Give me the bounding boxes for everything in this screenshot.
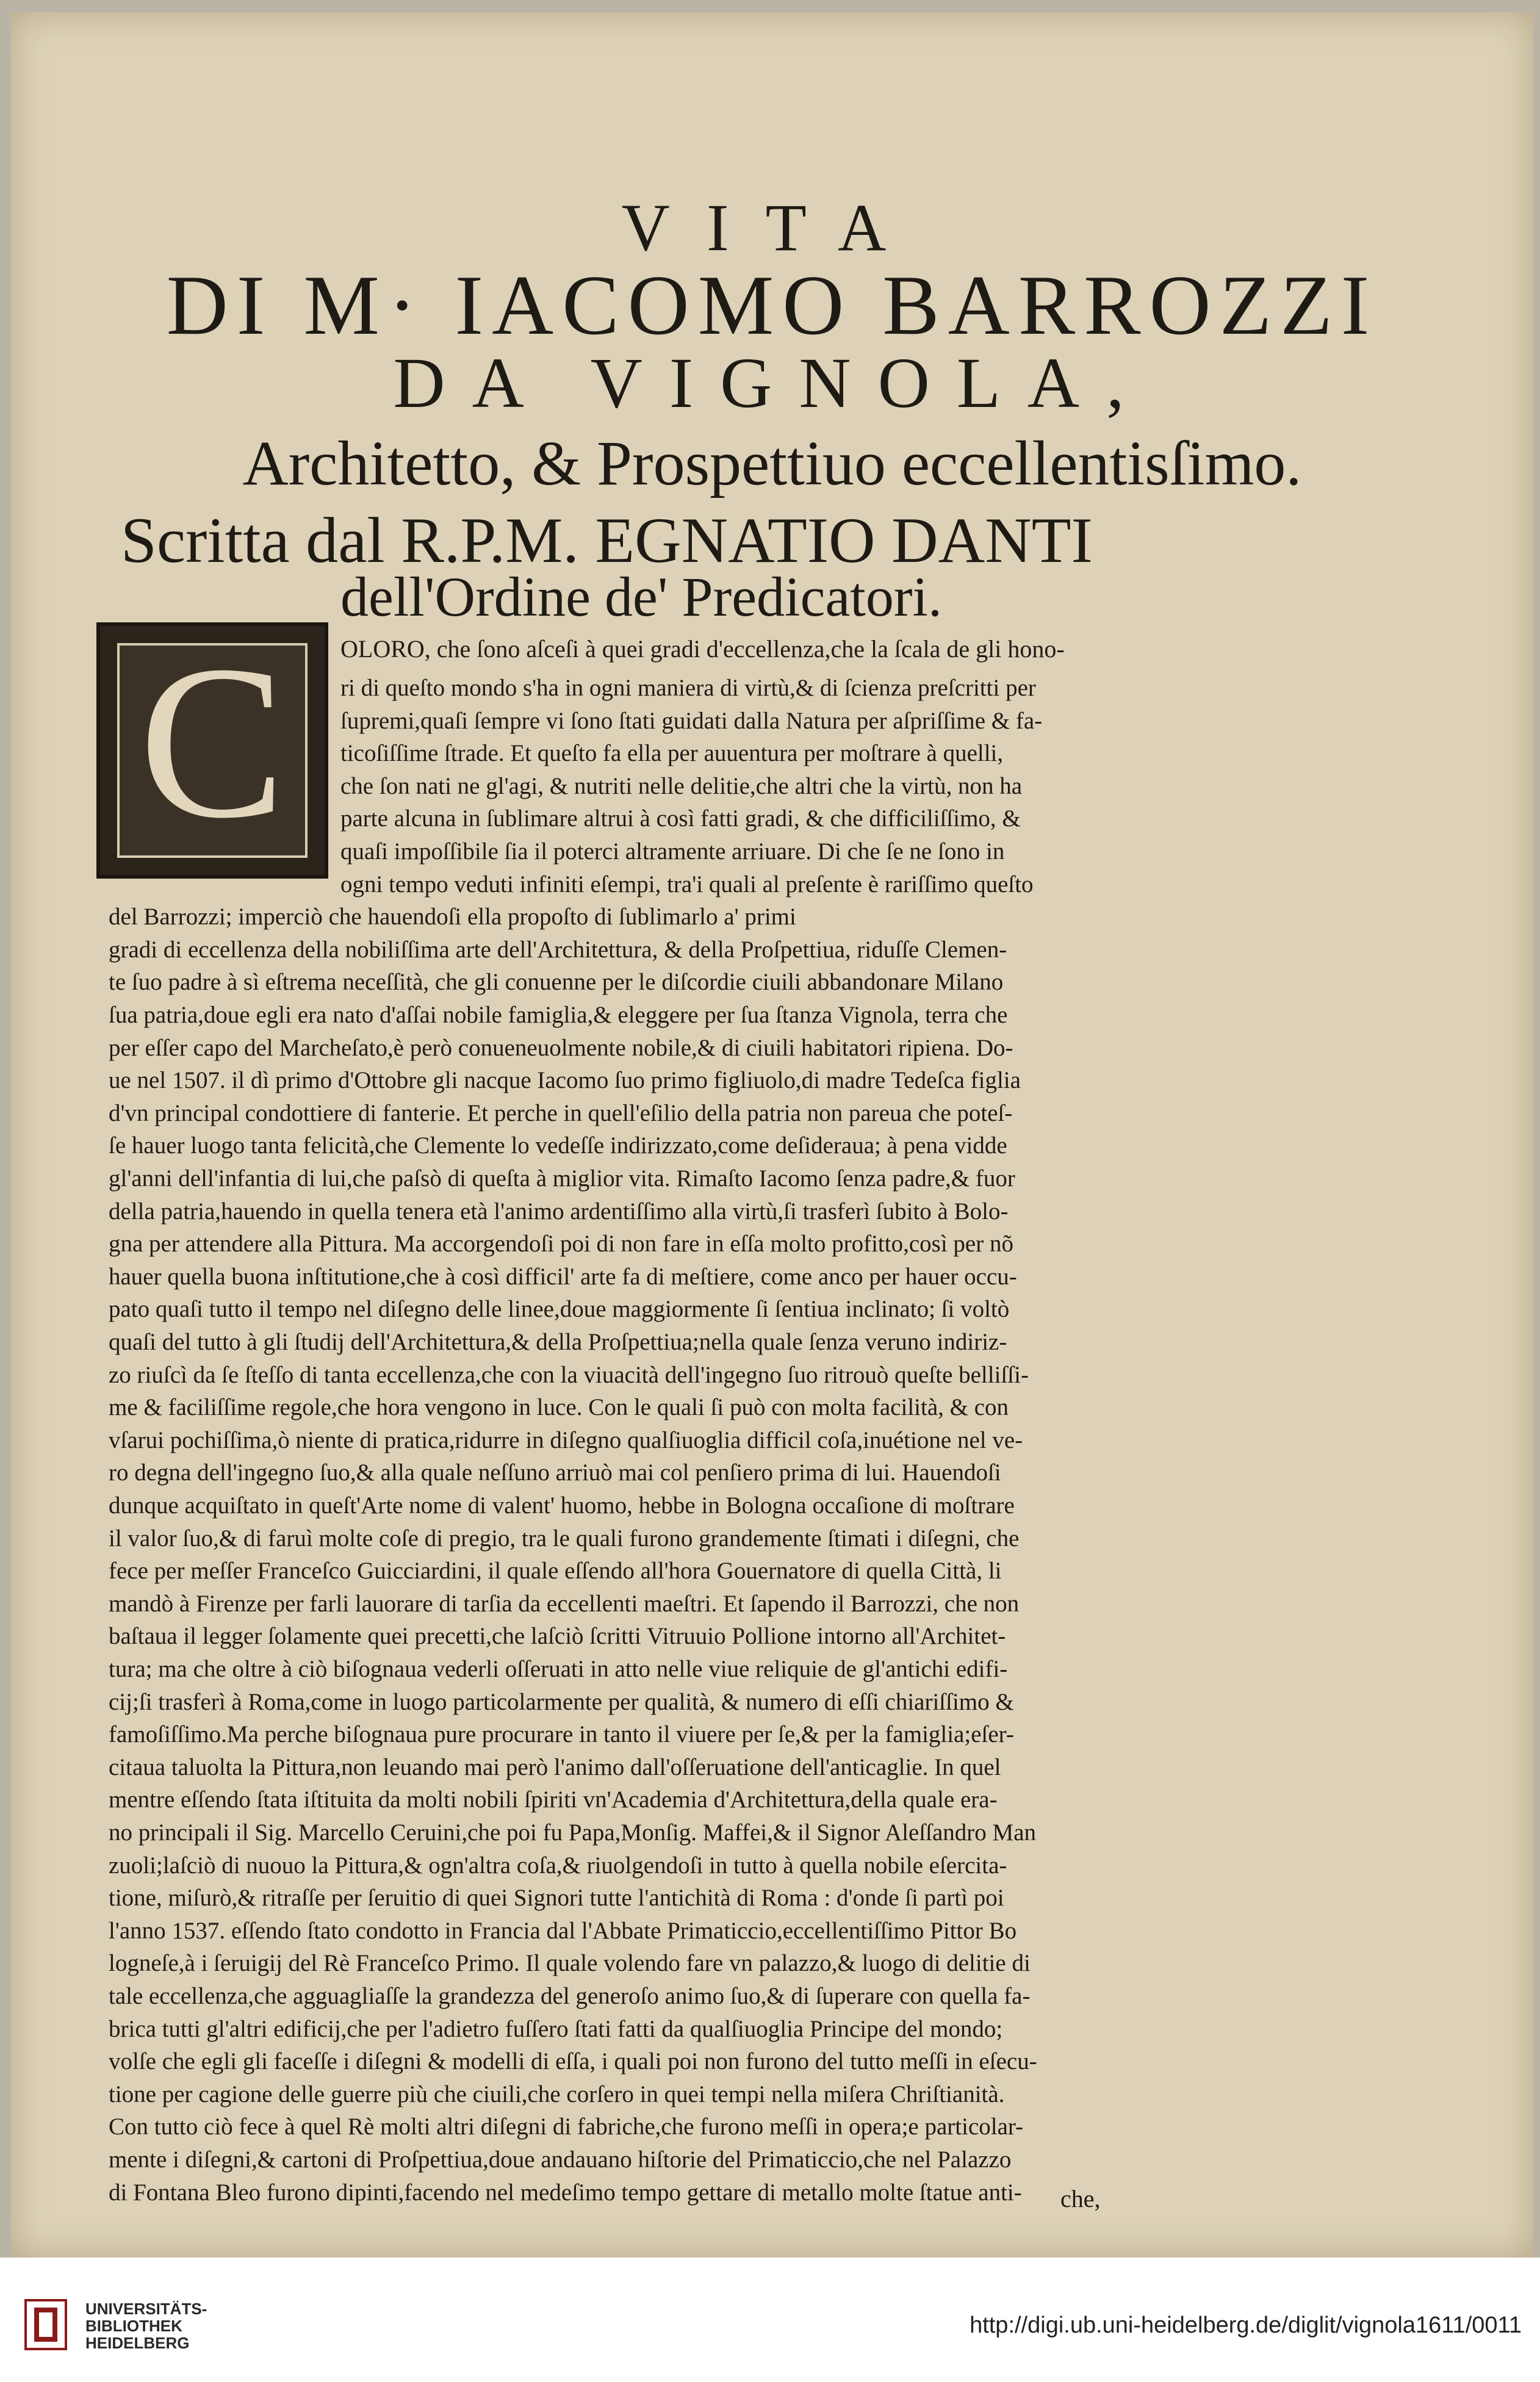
- text-line: quaſi impoſſibile ſia il poterci altramente arriuare. Di che ſe ne ſono in: [340, 838, 1005, 865]
- library-name: [85, 2300, 207, 2351]
- text-line: dunque acquiſtato in queſt'Arte nome di valent' huomo, hebbe in Bologna occaſione di moſtrare: [109, 1492, 1015, 1519]
- text-line: Con tutto ciò fece à quel Rè molti altri diſegni di fabriche,che furono meſſi in opera;e particolar-: [109, 2114, 1024, 2140]
- text-line: cij;ſi trasferì à Roma,come in luogo particolarmente per qualità, & numero di eſſi chiariſſimo &: [109, 1689, 1014, 1715]
- library-line: UNIVERSITÄTS-: [85, 2300, 207, 2318]
- text-line: brica tutti gl'altri edificij,che per l'adietro fuſſero ſtati fatti da qualſiuoglia Principe del mondo;: [109, 2016, 1003, 2042]
- text-line: fece per meſſer Franceſco Guicciardini, il quale eſſendo all'hora Gouernatore di quella Città, li: [109, 1558, 1002, 1584]
- initial-letter: C: [139, 620, 286, 863]
- title-author: Scritta dal R.P.M. EGNATIO DANTI: [121, 505, 1093, 576]
- text-line: ri di queſto mondo s'ha in ogni maniera di virtù,& di ſcienza preſcritti per: [340, 675, 1036, 701]
- text-line: zo riuſcì da ſe ſteſſo di tanta eccellenza,che con la viuacità dell'ingegno ſuo ritrouò queſte belliſſi-: [109, 1362, 1029, 1388]
- catchword: che,: [1060, 2185, 1101, 2212]
- first-text-line: OLORO, che ſono aſceſi à quei gradi d'eccellenza,che la ſcala de gli hono-: [340, 635, 1065, 663]
- text-line: tione, miſurò,& ritraſſe per ſeruitio di quei Signori tutte l'antichità di Roma : d'onde ſi partì poi: [109, 1885, 1004, 1911]
- text-line: il valor ſuo,& di faruì molte coſe di pregio, tra le quali furono grandemente ſtimati i diſegni, che: [109, 1525, 1020, 1552]
- text-line: tione per cagione delle guerre più che ciuili,che corſero in quei tempi nella miſera Chriſtianità.: [109, 2081, 1005, 2107]
- text-line: vſarui pochiſſima,ò niente di pratica,ridurre in diſegno qualſiuoglia difficil coſa,inuétione nel ve-: [109, 1427, 1023, 1453]
- library-line: BIBLIOTHEK: [85, 2317, 182, 2335]
- book-page: [11, 12, 1533, 2258]
- text-line: hauer quella buona inſtitutione,che à così difficil' arte fa di meſtiere, come anco per hauer occu-: [109, 1264, 1017, 1290]
- text-line: parte alcuna in ſublimare altrui à così fatti gradi, & che difficiliſſimo, &: [340, 805, 1021, 832]
- title-order: dell'Ordine de' Predicatori.: [340, 566, 943, 628]
- text-line: famoſiſſimo.Ma perche biſognaua pure procurare in tanto il viuere per ſe,& per la famiglia;eſer-: [109, 1721, 1014, 1747]
- text-line: logneſe,à i ſeruigij del Rè Franceſco Primo. Il quale volendo fare vn palazzo,& luogo di delitie di: [109, 1950, 1031, 1976]
- text-line: mentre eſſendo ſtata iſtituita da molti nobili ſpiriti vn'Academia d'Architettura,della quale era-: [109, 1786, 998, 1813]
- text-line: tura; ma che oltre à ciò biſognaua vederli oſſeruati in atto nelle viue reliquie de gl'antichi edifi-: [109, 1656, 1008, 1682]
- text-line: quaſi del tutto à gli ſtudij dell'Architettura,& della Proſpettiua;nella quale ſenza veruno indiriz-: [109, 1329, 1007, 1355]
- text-line: per eſſer capo del Marcheſato,è però conueneuolmente nobile,& di ciuili habitatori ripiena. Do-: [109, 1035, 1013, 1061]
- text-line: me & faciliſſime regole,che hora vengono in luce. Con le quali ſi può con molta facilità, & con: [109, 1394, 1009, 1420]
- title-place: DA VIGNOLA,: [393, 343, 1151, 423]
- text-line: citaua taluolta la Pittura,non leuando mai però l'animo dall'oſſeruatione dell'anticaglie. In quel: [109, 1754, 1001, 1780]
- text-line: l'anno 1537. eſſendo ſtato condotto in Francia dal l'Abbate Primaticcio,eccellentiſſimo Pittor Bo: [109, 1918, 1017, 1944]
- text-line: ſe hauer luogo tanta felicità,che Clemente lo vedeſſe indirizzato,come deſideraua; à pena vidde: [109, 1132, 1007, 1159]
- text-line: d'vn principal condottiere di fanterie. Et perche in quell'eſilio della patria non pareua che poteſ-: [109, 1100, 1013, 1126]
- text-line: te ſuo padre à sì eſtrema neceſſità, che gli conuenne per le diſcordie ciuili abbandonare Milano: [109, 969, 1004, 995]
- text-line: della patria,hauendo in quella tenera età l'animo ardentiſſimo alla virtù,ſi trasferì ſubito à Bolo-: [109, 1198, 1009, 1225]
- text-line: ſupremi,quaſi ſempre vi ſono ſtati guidati dalla Natura per aſpriſſime & fa-: [340, 708, 1043, 734]
- text-line: del Barrozzi; imperciò che hauendoſi ella propoſto di ſublimarlo a' primi: [109, 904, 796, 930]
- text-line: baſtaua il legger ſolamente quei precetti,che laſciò ſcritti Vitruuio Pollione intorno all'Architet-: [109, 1623, 1006, 1649]
- title-vita: VITA: [621, 190, 923, 265]
- text-line: pato quaſi tutto il tempo nel diſegno delle linee,doue maggiormente ſi ſentiua inclinato; ſi voltò: [109, 1296, 1010, 1322]
- text-line: ticoſiſſime ſtrade. Et queſto fa ella per auuentura per moſtrare à quelli,: [340, 740, 1004, 766]
- title-profession: Architetto, & Prospettiuo eccellentisſimo.: [242, 428, 1302, 498]
- text-line: no principali il Sig. Marcello Ceruini,che poi fu Papa,Monſig. Maffei,& il Signor Aleſſandro Man: [109, 1819, 1037, 1846]
- library-line: HEIDELBERG: [85, 2334, 190, 2352]
- text-line: di Fontana Bleo furono dipinti,facendo nel medeſimo tempo gettare di metallo molte ſtatue anti-: [109, 2179, 1022, 2206]
- text-line: gna per attendere alla Pittura. Ma accorgendoſi poi di non fare in eſſa molto profitto,così per nõ: [109, 1231, 1013, 1257]
- text-line: gradi di eccellenza della nobiliſſima arte dell'Architettura, & della Proſpettiua, riduſſe Clemen-: [109, 937, 1007, 963]
- text-line: che ſon nati ne gl'agi, & nutriti nelle delitie,che altri che la virtù, non ha: [340, 773, 1023, 799]
- text-line: ſua patria,doue egli era nato d'aſſai nobile famiglia,& eleggere per ſua ſtanza Vignola, terra che: [109, 1002, 1008, 1028]
- text-line: zuoli;laſciò di nuouo la Pittura,& ogn'altra coſa,& riuolgendoſi in tutto à quella nobile eſercita-: [109, 1852, 1007, 1879]
- text-line: gl'anni dell'infantia di lui,che paſsò di queſta à miglior vita. Rimaſto Iacomo ſenza padre,& fuor: [109, 1165, 1015, 1192]
- footer-bar: [0, 2258, 1540, 2382]
- title-name: DI M· IACOMO BARROZZI: [166, 258, 1378, 353]
- text-line: mandò à Firenze per farli lauorare di tarſia da eccellenti maeſtri. Et ſapendo il Barrozzi, che non: [109, 1591, 1020, 1617]
- text-line: ue nel 1507. il dì primo d'Ottobre gli nacque Iacomo ſuo primo figliuolo,di madre Tedeſca figlia: [109, 1067, 1021, 1093]
- library-logo-icon: [24, 2299, 67, 2350]
- decorated-initial: [96, 622, 328, 879]
- text-line: ogni tempo veduti infiniti eſempi, tra'i quali al preſente è rariſſimo queſto: [340, 871, 1034, 898]
- text-line: ro degna dell'ingegno ſuo,& alla quale neſſuno arriuò mai col penſiero prima di lui. Hauendoſi: [109, 1459, 1001, 1486]
- text-line: volſe che egli gli faceſſe i diſegni & modelli di eſſa, i quali poi non furono del tutto meſſi in eſecu-: [109, 2048, 1037, 2074]
- source-url-link[interactable]: http://digi.ub.uni-heidelberg.de/diglit/vignola1611/0011: [970, 2312, 1522, 2338]
- text-line: tale eccellenza,che agguagliaſſe la grandezza del generoſo animo ſuo,& di ſuperare con quella fa-: [109, 1983, 1031, 2009]
- text-line: mente i diſegni,& cartoni di Proſpettiua,doue andauano hiſtorie del Primaticcio,che nel Palazzo: [109, 2146, 1012, 2173]
